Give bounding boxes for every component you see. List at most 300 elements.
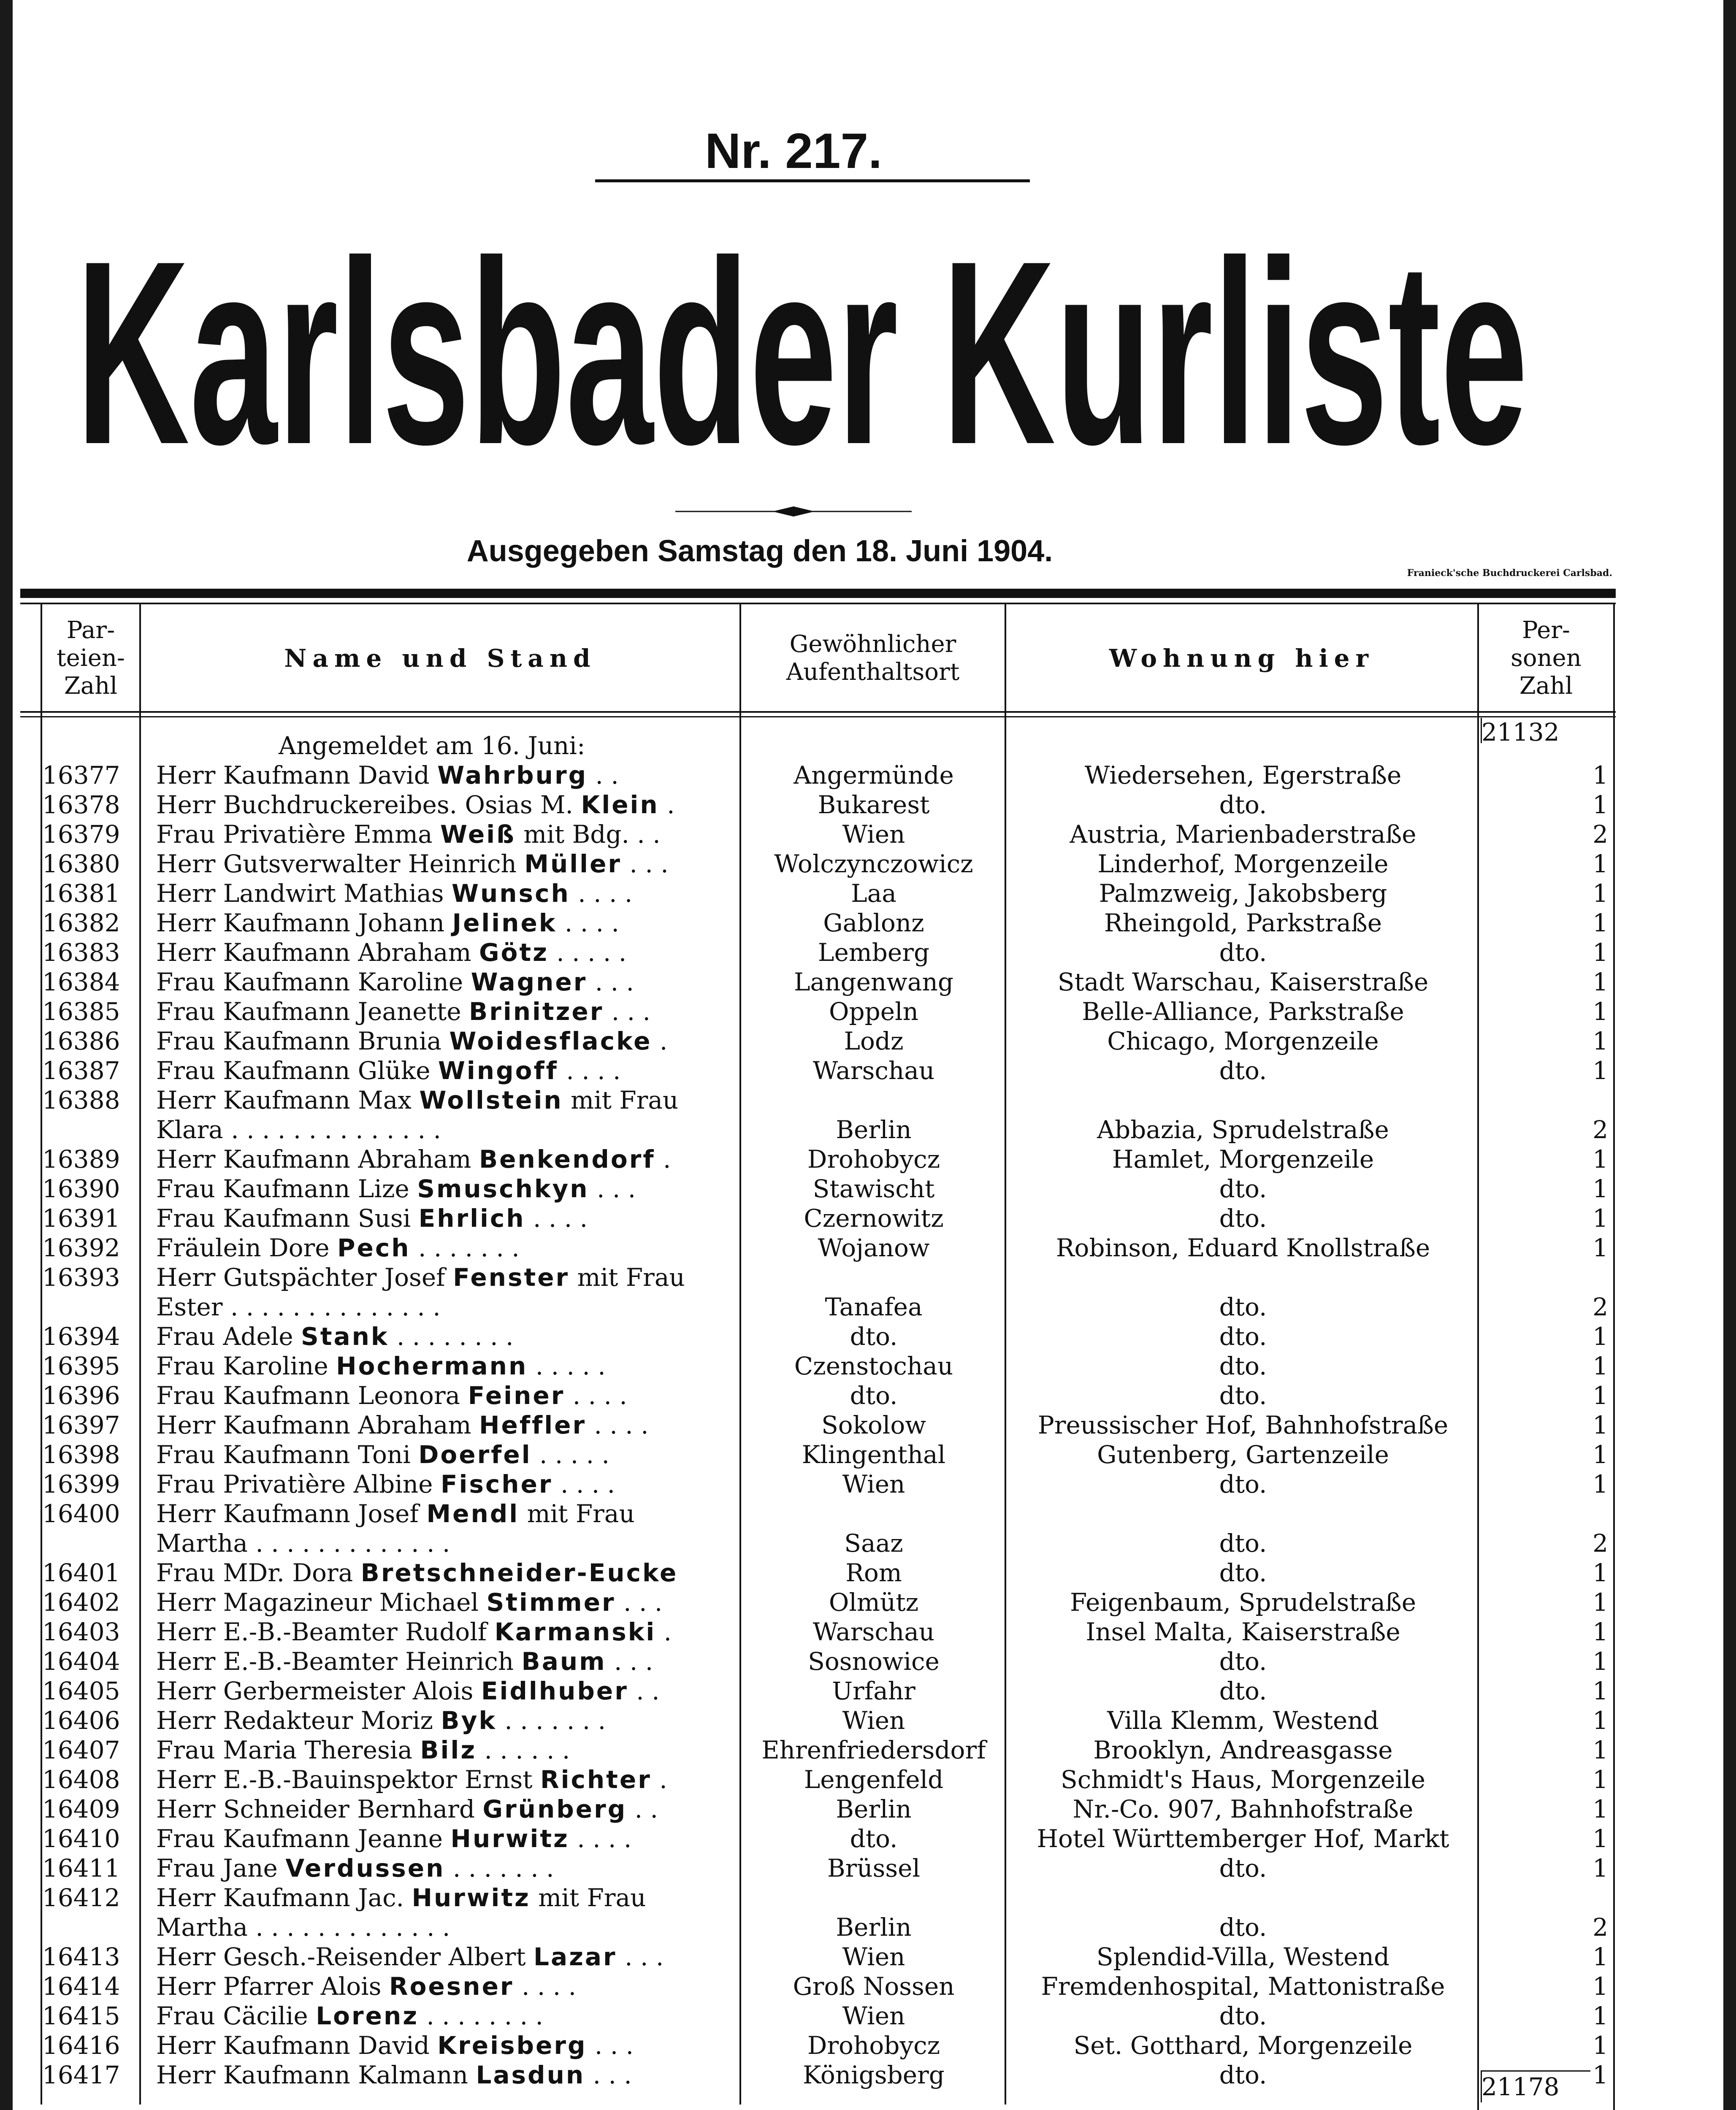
guest-prefix: Herr Kaufmann Johann: [156, 909, 452, 937]
residence: Brooklyn, Andreasgasse: [1093, 1736, 1393, 1764]
guest-name: [156, 1381, 730, 1410]
origin: Drohobycz: [807, 1145, 940, 1174]
column-divider: [1613, 604, 1615, 2110]
origin: Tanafea: [825, 1293, 923, 1321]
persons-count: 1: [1592, 1352, 1608, 1380]
guest-dots: . . . . .: [548, 938, 627, 967]
persons-count: 1: [1592, 1381, 1608, 1410]
persons-count: 1: [1592, 1972, 1608, 2001]
residence: dto.: [1219, 1352, 1267, 1380]
origin: [743, 1263, 1005, 1292]
guest-surname: Richter: [540, 1765, 652, 1794]
guest-prefix: Herr Gerbermeister Alois: [156, 1677, 481, 1705]
guest-name: [156, 1853, 730, 1883]
residence: Robinson, Eduard Knollstraße: [1056, 1234, 1430, 1262]
guest-prefix: Herr Gutsverwalter Heinrich: [156, 849, 525, 878]
persons-count: 1: [1592, 1618, 1608, 1646]
guest-prefix: Frau Kaufmann Susi: [156, 1204, 419, 1233]
guest-name: [156, 790, 730, 820]
guest-name: [156, 1588, 730, 1617]
party-number: 16383: [42, 938, 120, 967]
persons-count: 1: [1592, 1588, 1608, 1617]
party-number: 16413: [42, 1942, 120, 1971]
persons-count: 1: [1592, 1204, 1608, 1233]
persons-count: 1: [1592, 2002, 1608, 2030]
party-number: 16410: [42, 1824, 120, 1853]
persons-count: 1: [1592, 1706, 1608, 1735]
residence: Set. Gotthard, Morgenzeile: [1073, 2031, 1413, 2060]
guest-suffix: mit Frau: [530, 1883, 646, 1912]
persons-count: 2: [1592, 1529, 1608, 1558]
guest-name: [156, 879, 730, 908]
residence: dto.: [1219, 1322, 1267, 1351]
party-number: 16378: [42, 790, 120, 819]
residence: Fremdenhospital, Mattonistraße: [1041, 1972, 1445, 2001]
ornament-divider: [675, 506, 912, 517]
guest-name: [156, 1174, 730, 1204]
guest-prefix: Frau Privatière Emma: [156, 820, 441, 849]
guest-suffix: mit Bdg.: [515, 820, 629, 849]
guest-prefix: Frau Adele: [156, 1322, 301, 1351]
residence: [1013, 1085, 1473, 1115]
origin: Saaz: [844, 1529, 903, 1558]
guest-surname: Wahrburg: [437, 761, 588, 790]
guest-name: [156, 2060, 730, 2090]
residence: dto.: [1219, 1558, 1267, 1587]
guest-name: [156, 1144, 730, 1174]
party-number: 16390: [42, 1174, 120, 1203]
header-origin: Gewöhnlicher Aufenthaltsort: [786, 630, 960, 686]
guest-dots: .: [655, 1145, 671, 1174]
persons-count: 1: [1592, 1322, 1608, 1351]
top-rule-thin: [20, 603, 1616, 604]
origin: Brüssel: [827, 1854, 921, 1883]
origin: Klingenthal: [802, 1440, 946, 1469]
guest-prefix: Herr Kaufmann David: [156, 761, 438, 790]
guest-dots: . . .: [587, 968, 634, 996]
guest-dots: . . . . . . . . . . . . . .: [223, 1115, 441, 1144]
guest-prefix: Frau Kaufmann Lize: [156, 1174, 417, 1203]
guest-surname: Lazar: [534, 1942, 617, 1971]
origin: Lengenfeld: [804, 1765, 944, 1794]
party-number: 16384: [42, 968, 120, 996]
guest-suffix: mit Frau: [569, 1263, 685, 1292]
origin: Ehrenfriedersdorf: [761, 1736, 986, 1764]
persons-count: 1: [1592, 849, 1608, 878]
residence: Preussischer Hof, Bahnhofstraße: [1037, 1411, 1449, 1439]
party-number: 16395: [42, 1352, 120, 1380]
origin: Urfahr: [832, 1677, 915, 1705]
guest-dots: . . . . . .: [477, 1736, 570, 1764]
guest-name: [156, 1026, 730, 1056]
residence: dto.: [1219, 1529, 1267, 1558]
guest-surname: Wunsch: [452, 879, 570, 908]
persons-count: 1: [1592, 1736, 1608, 1764]
guest-prefix: Frau Kaufmann Glüke: [156, 1056, 438, 1085]
party-number: 16389: [42, 1145, 120, 1174]
origin: Stawischt: [812, 1174, 935, 1203]
guest-dots: . . . .: [558, 1056, 621, 1085]
origin: Czernowitz: [804, 1204, 944, 1233]
guest-dots: . . . . .: [531, 1440, 609, 1469]
header-party-no: Par- teien- Zahl: [57, 616, 125, 700]
persons-count: 1: [1592, 1854, 1608, 1883]
guest-prefix: Herr Kaufmann Abraham: [156, 1145, 479, 1174]
residence: dto.: [1219, 2061, 1267, 2089]
residence: Hotel Württemberger Hof, Markt: [1037, 1824, 1449, 1853]
guest-name: [156, 1765, 730, 1794]
section-heading: Angemeldet am 16. Juni:: [279, 731, 585, 760]
guest-dots: . . .: [604, 997, 650, 1026]
persons-count: 1: [1592, 938, 1608, 967]
guest-name: [156, 1794, 730, 1824]
guest-dots: . . . . . . . . . . . . . .: [222, 1293, 441, 1321]
origin: Wien: [842, 1706, 905, 1735]
origin: Angermünde: [794, 761, 954, 790]
guest-dots: . .: [629, 820, 661, 849]
residence: Wiedersehen, Egerstraße: [1084, 761, 1402, 790]
guest-surname: Smuschkyn: [417, 1174, 589, 1203]
persons-count: 1: [1592, 1234, 1608, 1262]
persons-count: 1: [1592, 1470, 1608, 1499]
guest-suffix: mit Frau: [563, 1086, 679, 1115]
party-number: 16403: [42, 1618, 120, 1646]
guest-prefix: Herr E.-B.-Beamter Heinrich: [156, 1647, 522, 1676]
guest-name: [156, 2031, 730, 2060]
origin: Laa: [851, 879, 896, 908]
issued-date: Ausgegeben Samstag den 18. Juni 1904.: [466, 534, 1053, 568]
guest-name: [156, 1263, 730, 1292]
origin: Groß Nossen: [793, 1972, 955, 2001]
guest-dots: .: [651, 1765, 667, 1794]
origin: Wolczynczowicz: [774, 849, 973, 878]
guest-dots: . . .: [617, 1942, 664, 1971]
guest-dots: . . .: [606, 1647, 653, 1676]
guest-dots: . . .: [622, 849, 669, 878]
guest-dots: . . . .: [525, 1204, 588, 1233]
origin: Berlin: [836, 1795, 912, 1823]
guest-name: [156, 1204, 730, 1233]
party-number: [42, 1913, 144, 1942]
guest-surname: Wagner: [471, 968, 588, 996]
party-number: 16382: [42, 909, 120, 937]
guest-name: [156, 1617, 730, 1647]
guest-surname: Roesner: [389, 1972, 514, 2001]
party-number: 16381: [42, 879, 120, 908]
guest-surname: Heffler: [479, 1411, 587, 1439]
guest-dots: . . . .: [570, 879, 633, 908]
party-number: 16405: [42, 1677, 120, 1705]
guest-prefix: Herr Kaufmann Jac.: [156, 1883, 412, 1912]
guest-dots: .: [652, 1027, 668, 1055]
origin: [743, 1883, 1005, 1913]
persons-count: 2: [1592, 1115, 1608, 1144]
guest-surname: Baum: [521, 1647, 607, 1676]
party-number: 16385: [42, 997, 120, 1026]
party-number: [42, 1528, 144, 1558]
guest-prefix: Frau Cäcilie: [156, 2002, 316, 2030]
guest-surname: Götz: [479, 938, 549, 967]
guest-name: [156, 1469, 730, 1499]
origin: Rom: [845, 1558, 902, 1587]
guest-dots: . . . .: [565, 1381, 627, 1410]
persons-count: 1: [1592, 909, 1608, 937]
persons-count: 1: [1592, 1942, 1608, 1971]
party-number: 16400: [42, 1499, 120, 1528]
guest-dots: . .: [627, 1795, 658, 1823]
origin: Königsberg: [803, 2061, 945, 2089]
persons-count: 1: [1592, 1174, 1608, 1203]
residence: Villa Klemm, Westend: [1107, 1706, 1379, 1735]
guest-name: [156, 2001, 730, 2031]
persons-count: 1: [1592, 968, 1608, 996]
guest-prefix: Herr E.-B.-Beamter Rudolf: [156, 1618, 495, 1646]
guest-name: [156, 820, 730, 849]
guest-suffix: mit Frau: [519, 1499, 635, 1528]
party-number: 16377: [42, 761, 120, 790]
residence: Schmidt's Haus, Morgenzeile: [1061, 1765, 1425, 1794]
guest-dots: . . . . . . . .: [389, 1322, 514, 1351]
party-number: 16388: [42, 1086, 120, 1115]
party-number: 16387: [42, 1056, 120, 1085]
header-residence: Wohnung hier: [1109, 644, 1375, 673]
guest-prefix: Herr Kaufmann Abraham: [156, 1411, 479, 1439]
guest-surname: Wollstein: [419, 1086, 563, 1115]
guest-prefix: Frau Kaufmann Leonora: [156, 1381, 468, 1410]
guest-surname: Ehrlich: [418, 1204, 525, 1233]
origin: dto.: [850, 1322, 898, 1351]
guest-surname: Eidlhuber: [481, 1677, 628, 1705]
party-number: 16402: [42, 1588, 120, 1617]
party-number: 16398: [42, 1440, 120, 1469]
residence: Rheingold, Parkstraße: [1104, 909, 1382, 937]
guest-name: [156, 1056, 730, 1085]
residence: [1013, 1499, 1473, 1528]
origin: Drohobycz: [807, 2031, 940, 2060]
header-name: Name und Stand: [284, 644, 596, 673]
guest-dots: . . . . . . . . . . . . .: [247, 1913, 450, 1942]
residence: dto.: [1219, 1293, 1267, 1321]
party-number: 16392: [42, 1234, 120, 1262]
residence: dto.: [1219, 790, 1267, 819]
persons-count: 1: [1592, 1824, 1608, 1853]
party-number: 16404: [42, 1647, 120, 1676]
guest-surname: Woidesflacke: [449, 1027, 652, 1055]
party-number: 16407: [42, 1736, 120, 1764]
top-rule: [20, 589, 1616, 598]
guest-surname: Lorenz: [316, 2002, 419, 2030]
issue-rule: [595, 179, 1030, 182]
residence: [1013, 1883, 1473, 1913]
persons-count: 1: [1592, 1765, 1608, 1794]
guest-name: [156, 1351, 730, 1381]
guest-name: [156, 1706, 730, 1735]
guest-surname: Hurwitz: [412, 1883, 531, 1912]
origin: [743, 1499, 1005, 1528]
guest-name: [156, 1913, 730, 1942]
residence: Gutenberg, Gartenzeile: [1097, 1440, 1389, 1469]
persons-count: 1: [1592, 997, 1608, 1026]
party-number: 16416: [42, 2031, 120, 2060]
origin: Olmütz: [829, 1588, 919, 1617]
party-number: 16417: [42, 2061, 120, 2089]
final-total: 21178: [1481, 2072, 1560, 2101]
header-rule-thin: [20, 716, 1616, 717]
residence: Hamlet, Morgenzeile: [1112, 1145, 1374, 1174]
persons-count: [1481, 1085, 1608, 1115]
guest-dots: . .: [588, 761, 619, 790]
guest-surname: Karmanski: [494, 1618, 656, 1646]
masthead-title: Karlsbader Kurliste: [76, 207, 1528, 481]
party-number: 16411: [42, 1854, 120, 1883]
guest-prefix: Frau Kaufmann Brunia: [156, 1027, 450, 1055]
guest-prefix: Frau Kaufmann Jeanette: [156, 997, 469, 1026]
residence: Palmzweig, Jakobsberg: [1099, 879, 1387, 908]
guest-name: [156, 908, 730, 938]
residence: dto.: [1219, 1854, 1267, 1883]
guest-dots: . .: [628, 1677, 660, 1705]
masthead: [42, 186, 1562, 481]
guest-dots: . . . . . . .: [496, 1706, 606, 1735]
guest-prefix: Herr Kaufmann Max: [156, 1086, 420, 1115]
guest-prefix: Frau Kaufmann Karoline: [156, 968, 471, 996]
guest-prefix: Martha: [156, 1529, 248, 1558]
origin: [743, 1085, 1005, 1115]
persons-count: 1: [1592, 2031, 1608, 2060]
guest-prefix: Frau Kaufmann Jeanne: [156, 1824, 451, 1853]
origin: Berlin: [836, 1913, 912, 1942]
guest-prefix: Frau Jane: [156, 1854, 286, 1883]
guest-name: [156, 1528, 730, 1558]
guest-surname: Mendl: [426, 1499, 520, 1528]
guest-prefix: Herr Kaufmann Kalmann: [156, 2061, 476, 2089]
party-number: 16391: [42, 1204, 120, 1233]
residence: Austria, Marienbaderstraße: [1070, 820, 1416, 849]
guest-prefix: Herr Redakteur Moriz: [156, 1706, 441, 1735]
guest-name: [156, 997, 730, 1026]
guest-surname: Brinitzer: [469, 997, 604, 1026]
persons-count: 1: [1592, 790, 1608, 819]
persons-count: [1481, 1883, 1608, 1913]
guest-surname: Klein: [581, 790, 659, 819]
party-number: 16394: [42, 1322, 120, 1351]
persons-count: 1: [1592, 1440, 1608, 1469]
origin: Lodz: [844, 1027, 904, 1055]
header-rule: [20, 711, 1616, 713]
guest-name: [156, 1824, 730, 1853]
guest-surname: Hurwitz: [450, 1824, 569, 1853]
residence: Stadt Warschau, Kaiserstraße: [1057, 968, 1429, 996]
guest-surname: Fischer: [440, 1470, 553, 1499]
guest-name: [156, 1440, 730, 1469]
residence: [1013, 1263, 1473, 1292]
guest-dots: . . . . . . .: [410, 1234, 520, 1262]
guest-prefix: Herr Landwirt Mathias: [156, 879, 452, 908]
persons-count: 2: [1592, 1293, 1608, 1321]
guest-dots: . . . .: [514, 1972, 577, 2001]
issue-number: Nr. 217.: [705, 123, 882, 179]
residence: dto.: [1219, 1677, 1267, 1705]
guest-dots: . . . . . . .: [445, 1854, 554, 1883]
residence: Insel Malta, Kaiserstraße: [1086, 1618, 1400, 1646]
guest-prefix: Herr Kaufmann David: [156, 2031, 438, 2060]
guest-prefix: Herr Kaufmann Abraham: [156, 938, 479, 967]
origin: Sosnowice: [808, 1647, 940, 1676]
guest-surname: Stimmer: [486, 1588, 616, 1617]
origin: Langenwang: [794, 968, 953, 996]
origin: dto.: [850, 1824, 898, 1853]
guest-dots: .: [656, 1618, 672, 1646]
persons-count: 1: [1592, 1145, 1608, 1174]
party-number: 16412: [42, 1883, 120, 1912]
guest-name: [156, 1735, 730, 1765]
persons-count: 2: [1592, 820, 1608, 849]
guest-surname: Byk: [441, 1706, 497, 1735]
persons-count: 2: [1592, 1913, 1608, 1942]
guest-prefix: Ester: [156, 1293, 223, 1321]
guest-name: [156, 1499, 730, 1528]
persons-count: 1: [1592, 1558, 1608, 1587]
residence: dto.: [1219, 1470, 1267, 1499]
guest-dots: .: [659, 790, 675, 819]
guest-surname: Doerfel: [418, 1440, 532, 1469]
party-number: 16380: [42, 849, 120, 878]
guest-name: [156, 1085, 730, 1115]
guest-surname: Lasdun: [476, 2061, 585, 2089]
guest-prefix: Frau Maria Theresia: [156, 1736, 420, 1764]
residence: Linderhof, Morgenzeile: [1097, 849, 1389, 878]
party-number: 16408: [42, 1765, 120, 1794]
party-number: 16396: [42, 1381, 120, 1410]
residence: dto.: [1219, 938, 1267, 967]
persons-count: 1: [1592, 1677, 1608, 1705]
guest-dots: . . .: [589, 1174, 636, 1203]
guest-prefix: Herr Pfarrer Alois: [156, 1972, 389, 2001]
residence: dto.: [1219, 1174, 1267, 1203]
scan-edge-right: [1723, 0, 1736, 2110]
guest-name: [156, 1558, 730, 1588]
guest-dots: . . .: [587, 2031, 634, 2060]
scan-edge-left: [0, 0, 13, 2110]
guest-name: [156, 967, 730, 997]
guest-name: [156, 1676, 730, 1706]
origin: Wojanow: [818, 1234, 930, 1262]
party-number: 16397: [42, 1411, 120, 1439]
residence: Nr.-Co. 907, Bahnhofstraße: [1072, 1795, 1414, 1823]
guest-prefix: Herr Kaufmann Josef: [156, 1499, 427, 1528]
persons-count: 1: [1592, 1056, 1608, 1085]
guest-name: [156, 938, 730, 967]
party-number: [42, 1115, 144, 1144]
origin: dto.: [850, 1381, 898, 1410]
header-persons: Per- sonen Zahl: [1511, 616, 1582, 700]
party-number: 16386: [42, 1027, 120, 1055]
column-divider: [739, 604, 741, 2105]
origin: Czenstochau: [794, 1352, 953, 1380]
guest-prefix: Frau MDr. Dora: [156, 1558, 361, 1587]
origin: Wien: [842, 1470, 905, 1499]
guest-name: [156, 1322, 730, 1351]
column-divider: [1477, 604, 1479, 2110]
guest-surname: Stank: [301, 1322, 389, 1351]
guest-surname: Fenster: [453, 1263, 570, 1292]
party-number: 16399: [42, 1470, 120, 1499]
party-number: 16409: [42, 1795, 120, 1823]
origin: Wien: [842, 2002, 905, 2030]
residence: Splendid-Villa, Westend: [1096, 1942, 1390, 1971]
origin: Warschau: [812, 1056, 935, 1085]
persons-count: 1: [1592, 1647, 1608, 1676]
